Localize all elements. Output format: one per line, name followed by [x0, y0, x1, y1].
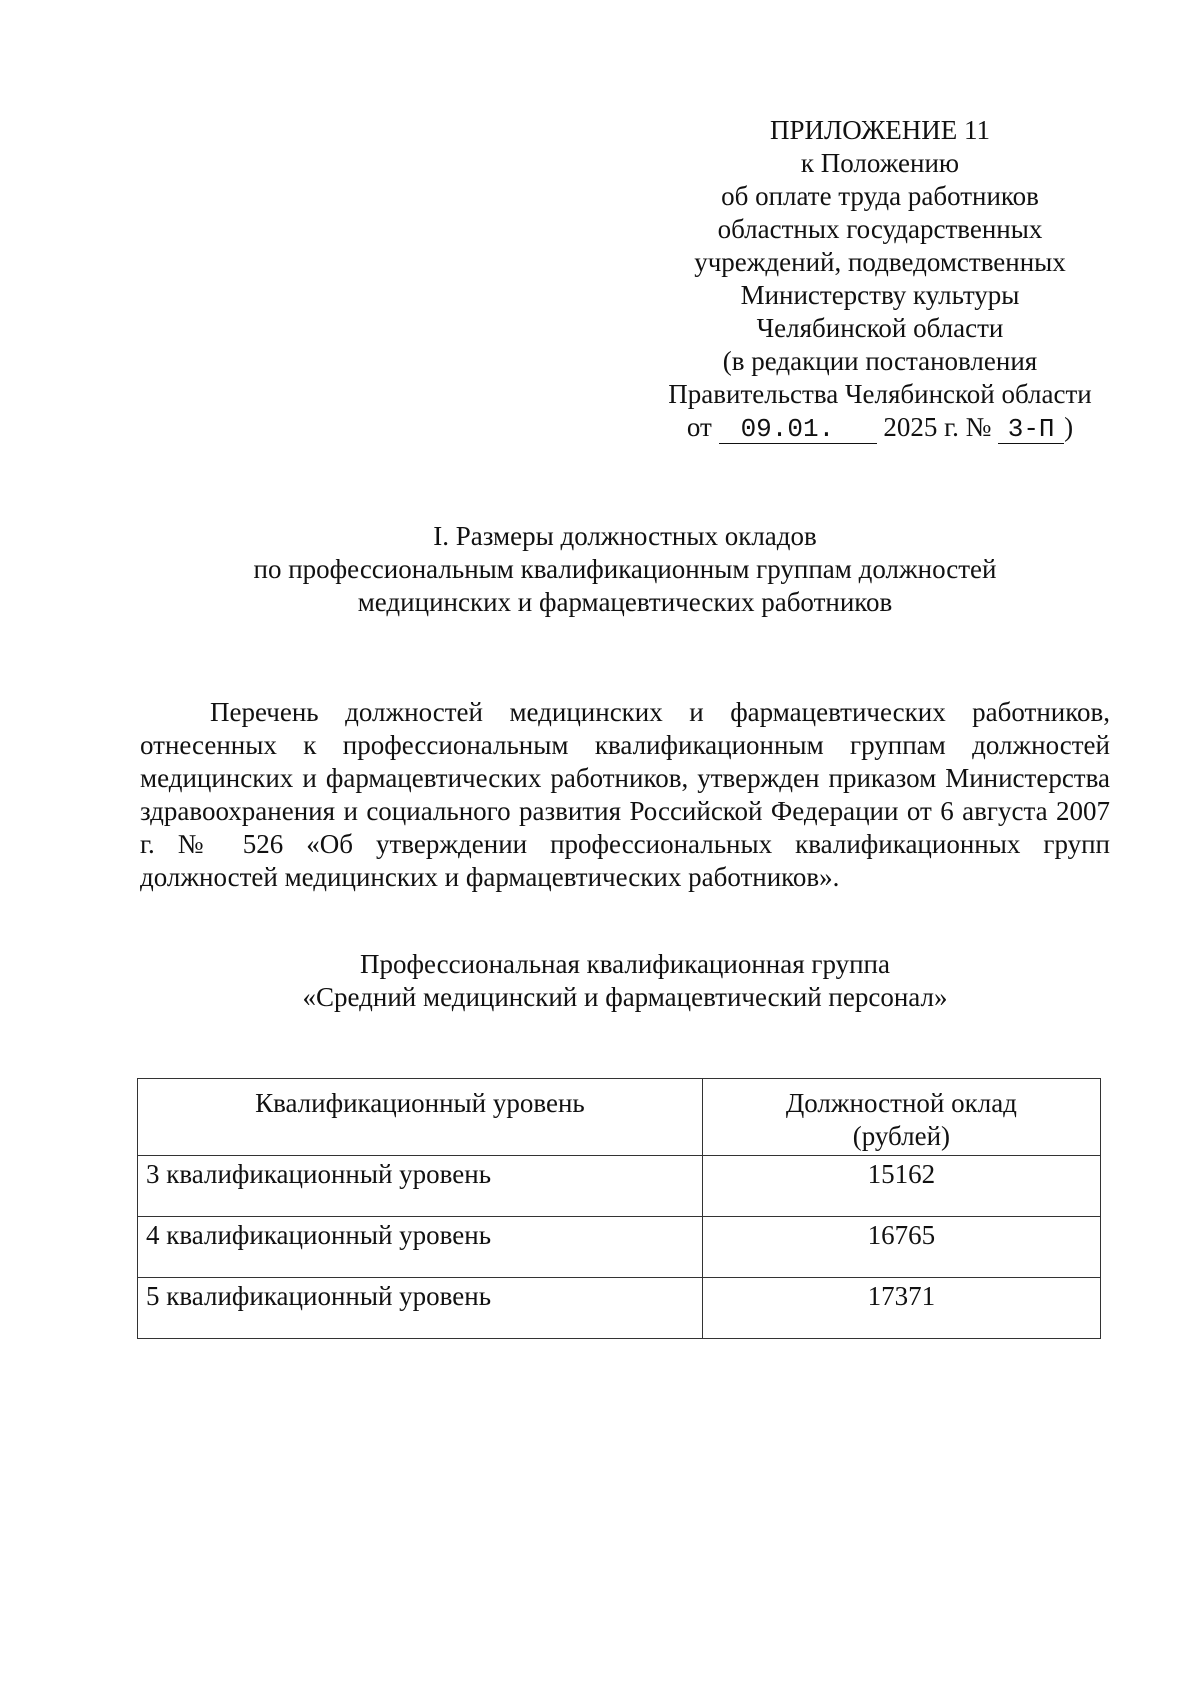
header-salary [702, 1079, 1100, 1156]
appendix-line: об оплате труда работников [721, 181, 1039, 211]
table-row [138, 1217, 1101, 1278]
appendix-title: ПРИЛОЖЕНИЕ 11 [769, 115, 991, 145]
section-title-line: по профессиональным квалификационным группам должностей [253, 554, 997, 584]
approval-number: 3-П [998, 415, 1064, 444]
approval-prefix: от [686, 412, 712, 442]
header-salary-line: Должностной оклад [785, 1088, 1017, 1118]
group-title-line: Профессиональная квалификационная группа [360, 949, 890, 979]
cell-salary: 15162 [702, 1156, 1100, 1217]
appendix-line: Правительства Челябинской области [668, 379, 1092, 409]
approval-suffix: ) [1064, 412, 1074, 442]
appendix-line: областных государственных [717, 214, 1043, 244]
approval-year: 2025 г. № [883, 412, 992, 442]
appendix-header [630, 114, 1130, 444]
approval-date: 09.01. [719, 415, 877, 444]
approval-line [630, 411, 1130, 444]
appendix-line: Челябинской области [756, 313, 1004, 343]
appendix-line: учреждений, подведомственных [694, 247, 1066, 277]
group-title-line: «Средний медицинский и фармацевтический персонал» [302, 982, 948, 1012]
cell-level: 3 квалификационный уровень [138, 1156, 703, 1217]
section-title-line: медицинских и фармацевтических работников [357, 587, 893, 617]
appendix-line: (в редакции постановления [722, 346, 1038, 376]
cell-salary: 17371 [702, 1278, 1100, 1339]
table-row [138, 1156, 1101, 1217]
cell-level: 4 квалификационный уровень [138, 1217, 703, 1278]
header-salary-unit: (рублей) [852, 1121, 951, 1151]
group-title [140, 948, 1110, 1014]
appendix-line: к Положению [800, 148, 960, 178]
body-paragraph: Перечень должностей медицинских и фармацевтических работников, отнесенных к профессиональным квалификационным группам должностей медицинских и фармацевтических работников, утвержден приказом Министерства здравоохранения и социального развития Российской Федерации от 6 августа 2007 г. № 526 «Об утверждении профессиональных квалификационных групп должностей медицинских и фармацевтических работников». [140, 697, 1110, 892]
section-title-line: I. Размеры должностных окладов [433, 521, 817, 551]
cell-level: 5 квалификационный уровень [138, 1278, 703, 1339]
table-row [138, 1278, 1101, 1339]
header-level: Квалификационный уровень [138, 1079, 703, 1156]
table-header-row [138, 1079, 1101, 1156]
salary-table [137, 1078, 1101, 1339]
cell-salary: 16765 [702, 1217, 1100, 1278]
appendix-line: Министерству культуры [740, 280, 1020, 310]
section-title [140, 520, 1110, 619]
